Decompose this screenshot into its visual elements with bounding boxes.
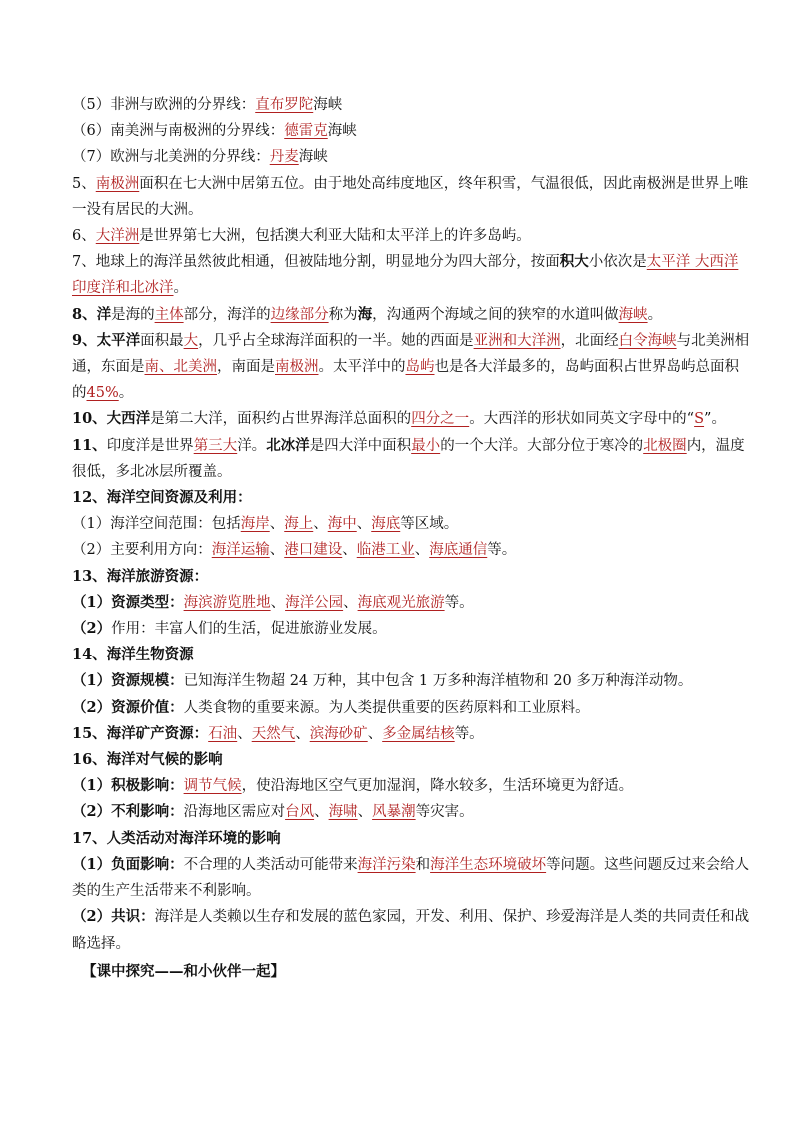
answer-underlined: 直布罗陀 <box>255 97 314 113</box>
answer-underlined: 南、北美洲 <box>144 359 217 376</box>
text-segment: 、 <box>356 516 372 533</box>
answer-underlined: 海底 <box>371 516 401 533</box>
text-segment: 、 <box>314 804 329 821</box>
answer-underlined: 边缘部分 <box>270 306 329 323</box>
text-segment: 通，东面是 <box>72 359 145 376</box>
text-line <box>72 904 750 930</box>
text-line <box>72 223 724 249</box>
answer-underlined: 海洋污染 <box>357 856 416 873</box>
text-segment: 很低，多北冰层所覆盖。 <box>72 463 232 480</box>
text-segment: 、 <box>367 725 383 742</box>
text-segment: （6）南美洲与南极洲的分界线： <box>72 123 285 140</box>
text-line <box>72 878 724 904</box>
text-line <box>72 197 724 223</box>
text-segment: 沿海地区需应对 <box>183 804 286 821</box>
answer-underlined: 德雷克 <box>284 123 328 140</box>
answer-underlined: 太平洋 大西洋 <box>646 254 739 271</box>
answer-underlined: 主体 <box>154 306 184 323</box>
text-segment: 面积最 <box>140 332 184 349</box>
answer-underlined: 最小 <box>411 437 441 454</box>
answer-underlined: 海峡 <box>618 306 648 323</box>
text-segment: 、 <box>414 542 430 559</box>
document-body <box>72 92 750 985</box>
answer-underlined: 台风 <box>285 804 315 821</box>
text-segment: （1）资源类型： <box>72 593 184 611</box>
answer-underlined: 亚洲和大洋洲 <box>473 332 561 349</box>
text-segment: 、 <box>342 542 357 559</box>
text-segment: 。太平洋中的 <box>318 359 406 376</box>
text-line <box>72 433 745 459</box>
answer-underlined: 海啸 <box>328 804 358 821</box>
text-segment: 14、海洋生物资源 <box>72 646 194 664</box>
text-line <box>72 511 724 537</box>
text-segment: 与北美洲相 <box>676 332 750 349</box>
text-segment: 16、海洋对气候的影响 <box>72 751 223 769</box>
text-segment: （2）资源价值： <box>72 698 184 716</box>
answer-underlined: 海滨游览胜地 <box>183 594 271 611</box>
answer-underlined: 临港工业 <box>356 542 415 559</box>
text-line <box>72 695 724 721</box>
text-segment: 是第二大洋，面积约占世界海洋总面积的 <box>150 411 412 428</box>
text-segment: 略选择。 <box>72 935 130 952</box>
text-line <box>72 275 724 301</box>
text-line <box>72 931 724 957</box>
text-segment: 10、大西洋 <box>72 410 151 428</box>
text-line <box>72 118 724 144</box>
text-segment: （7）欧洲与北美洲的分界线： <box>72 149 270 166</box>
answer-underlined: 石油 <box>208 725 238 742</box>
answer-underlined: 海中 <box>327 516 357 533</box>
answer-underlined: 白令海峡 <box>618 332 677 349</box>
answer-underlined: 海洋公园 <box>285 594 344 611</box>
answer-underlined: 海底观光旅游 <box>357 594 445 611</box>
text-segment: 小依次是 <box>588 254 647 271</box>
text-segment: 已知海洋生物超 24 万种，其中包含 1 万多种海洋植物和 20 多万种海洋动物。 <box>183 673 693 690</box>
text-line <box>72 328 750 354</box>
text-line <box>72 459 724 485</box>
section-heading: 【课中探究——和小伙伴一起】 <box>82 962 285 980</box>
answer-underlined: 海岸 <box>240 516 270 533</box>
text-segment: （1）资源规模： <box>72 672 184 690</box>
text-segment: 9、太平洋 <box>72 331 141 349</box>
text-line <box>72 747 724 773</box>
text-segment: （5）非洲与欧洲的分界线： <box>72 97 256 113</box>
text-line <box>72 485 724 511</box>
answer-underlined: 海上 <box>284 516 314 533</box>
text-segment: ，北面经 <box>560 332 619 349</box>
answer-underlined: 南极洲 <box>95 175 140 192</box>
text-segment: （1）海洋空间范围：包括 <box>72 516 241 533</box>
text-segment: 海洋是人类赖以生存和发展的蓝色家园，开发、利用、保护、珍爱海洋是人类的共同责任和战 <box>154 909 750 926</box>
answer-underlined: 岛屿 <box>405 359 435 376</box>
text-segment: （2）共识： <box>72 908 155 926</box>
text-segment: 海 <box>357 305 373 323</box>
text-segment: ”。 <box>704 411 726 428</box>
text-segment: 。大西洋的形状如同英文字母中的“ <box>469 411 695 428</box>
text-segment: 等问题。这些问题反过来会给人 <box>546 856 750 873</box>
text-segment: （1）负面影响： <box>72 855 184 873</box>
text-segment: 洋。 <box>237 437 267 454</box>
text-segment: 面积在七大洲中居第五位。由于地处高纬度地区，终年积雪，气温很低，因此南极洲是世界上唯 <box>139 175 749 192</box>
text-segment: 6、 <box>72 228 96 245</box>
text-segment: （2） <box>72 620 112 638</box>
answer-underlined: 海洋生态环境破坏 <box>430 856 547 873</box>
answer-underlined: 滨海砂矿 <box>309 725 368 742</box>
text-line <box>72 852 750 878</box>
text-segment: 13、海洋旅游资源： <box>72 567 209 585</box>
text-segment: 。 <box>647 306 663 323</box>
text-segment: 海峡 <box>298 149 328 166</box>
text-line <box>72 826 724 852</box>
text-segment: ，南面是 <box>217 359 275 376</box>
text-segment: 、 <box>269 542 285 559</box>
text-line <box>72 537 724 563</box>
text-line <box>72 302 724 328</box>
text-segment: 作用：丰富人们的生活，促进旅游业发展。 <box>111 621 387 638</box>
text-segment: 内，温度 <box>686 437 745 454</box>
text-segment: （2）主要利用方向： <box>72 542 212 559</box>
text-segment: 和 <box>415 856 431 873</box>
text-line <box>72 616 724 642</box>
answer-underlined: 海洋运输 <box>211 542 270 559</box>
text-segment: 、 <box>237 725 252 742</box>
text-segment: 等区域。 <box>400 516 459 533</box>
text-segment: 印度洋是世界 <box>106 437 194 454</box>
text-segment: 人类食物的重要来源。为人类提供重要的医药原料和工业原料。 <box>183 699 590 716</box>
text-segment: 、 <box>313 516 328 533</box>
text-segment: 是四大洋中面积 <box>309 437 412 454</box>
text-segment: ，几乎占全球海洋面积的一半。她的西面是 <box>198 332 474 349</box>
answer-underlined: 印度洋和北冰洋 <box>72 280 174 297</box>
text-segment: 北冰洋 <box>266 436 310 454</box>
text-segment: 5、 <box>72 175 96 192</box>
text-line <box>72 642 724 668</box>
text-segment: 8、洋 <box>72 305 112 323</box>
text-segment: ，沟通两个海域之间的狭窄的水道叫做 <box>372 306 619 323</box>
answer-underlined: 海底通信 <box>429 542 488 559</box>
text-segment: 一没有居民的大洲。 <box>72 201 203 218</box>
text-segment: 、 <box>357 804 373 821</box>
answer-underlined: 调节气候 <box>183 778 242 795</box>
answer-underlined: 丹麦 <box>269 149 299 166</box>
text-segment: 积大 <box>559 253 589 271</box>
text-line <box>72 249 739 275</box>
text-segment: 7、地球上的海洋虽然彼此相通，但被陆地分割，明显地分为四大部分，按面 <box>72 254 560 271</box>
text-segment: 12、海洋空间资源及利用： <box>72 489 252 507</box>
text-segment: 17、人类活动对海洋环境的影响 <box>72 829 281 847</box>
answer-underlined: 第三大 <box>193 437 238 454</box>
text-segment: （2）不利影响： <box>72 803 184 821</box>
answer-underlined: 45% <box>86 385 119 402</box>
text-line <box>72 668 724 694</box>
text-segment: 等。 <box>454 725 484 742</box>
text-segment: 。 <box>118 385 134 402</box>
text-line <box>72 721 724 747</box>
text-segment: 。 <box>173 280 188 297</box>
text-segment: 、 <box>269 516 285 533</box>
text-line <box>72 406 724 432</box>
text-line <box>72 590 724 616</box>
text-segment: 是世界第七大洲，包括澳大利亚大陆和太平洋上的许多岛屿。 <box>139 228 531 245</box>
answer-underlined: 南极洲 <box>275 359 319 376</box>
answer-underlined: 大洋洲 <box>95 228 140 245</box>
text-segment: 等。 <box>444 594 474 611</box>
answer-underlined: 北极圈 <box>643 437 687 454</box>
text-line <box>72 564 724 590</box>
answer-underlined: 四分之一 <box>411 411 470 428</box>
text-segment: 的 <box>72 385 87 402</box>
text-segment: （1）积极影响： <box>72 777 184 795</box>
text-line <box>72 799 724 825</box>
answer-underlined: 多金属结核 <box>382 725 455 742</box>
text-segment: ，使沿海地区空气更加湿润，降水较多，生活环境更为舒适。 <box>241 778 634 795</box>
text-segment: 不合理的人类活动可能带来 <box>183 856 358 873</box>
answer-underlined: 风暴潮 <box>372 804 416 821</box>
text-segment: 部分，海洋的 <box>183 306 271 323</box>
text-segment: 的一个大洋。大部分位于寒冷的 <box>440 437 644 454</box>
text-lines <box>72 92 750 957</box>
text-segment: 11、 <box>72 436 107 454</box>
text-segment: 等灾害。 <box>415 804 474 821</box>
text-line <box>72 171 749 197</box>
text-segment: 海峡 <box>313 97 343 113</box>
text-segment: 、 <box>343 594 358 611</box>
text-segment: 海峡 <box>327 123 357 140</box>
text-segment: 15、海洋矿产资源： <box>72 724 209 742</box>
text-segment: 类的生产生活带来不利影响。 <box>72 883 261 900</box>
text-segment: 也是各大洋最多的，岛屿面积占世界岛屿总面积 <box>434 359 739 376</box>
text-line <box>72 144 724 170</box>
answer-underlined: 天然气 <box>251 725 296 742</box>
text-line <box>72 773 724 799</box>
text-segment: 、 <box>270 594 286 611</box>
answer-underlined: 大 <box>183 332 199 349</box>
text-segment: 等。 <box>487 542 517 559</box>
text-line <box>72 354 739 380</box>
text-line <box>72 92 724 118</box>
answer-underlined: 港口建设 <box>284 542 343 559</box>
text-segment: 、 <box>295 725 310 742</box>
text-segment: 是海的 <box>111 306 155 323</box>
answer-underlined: S <box>694 411 705 428</box>
text-line <box>72 380 724 406</box>
text-segment: 称为 <box>328 306 358 323</box>
